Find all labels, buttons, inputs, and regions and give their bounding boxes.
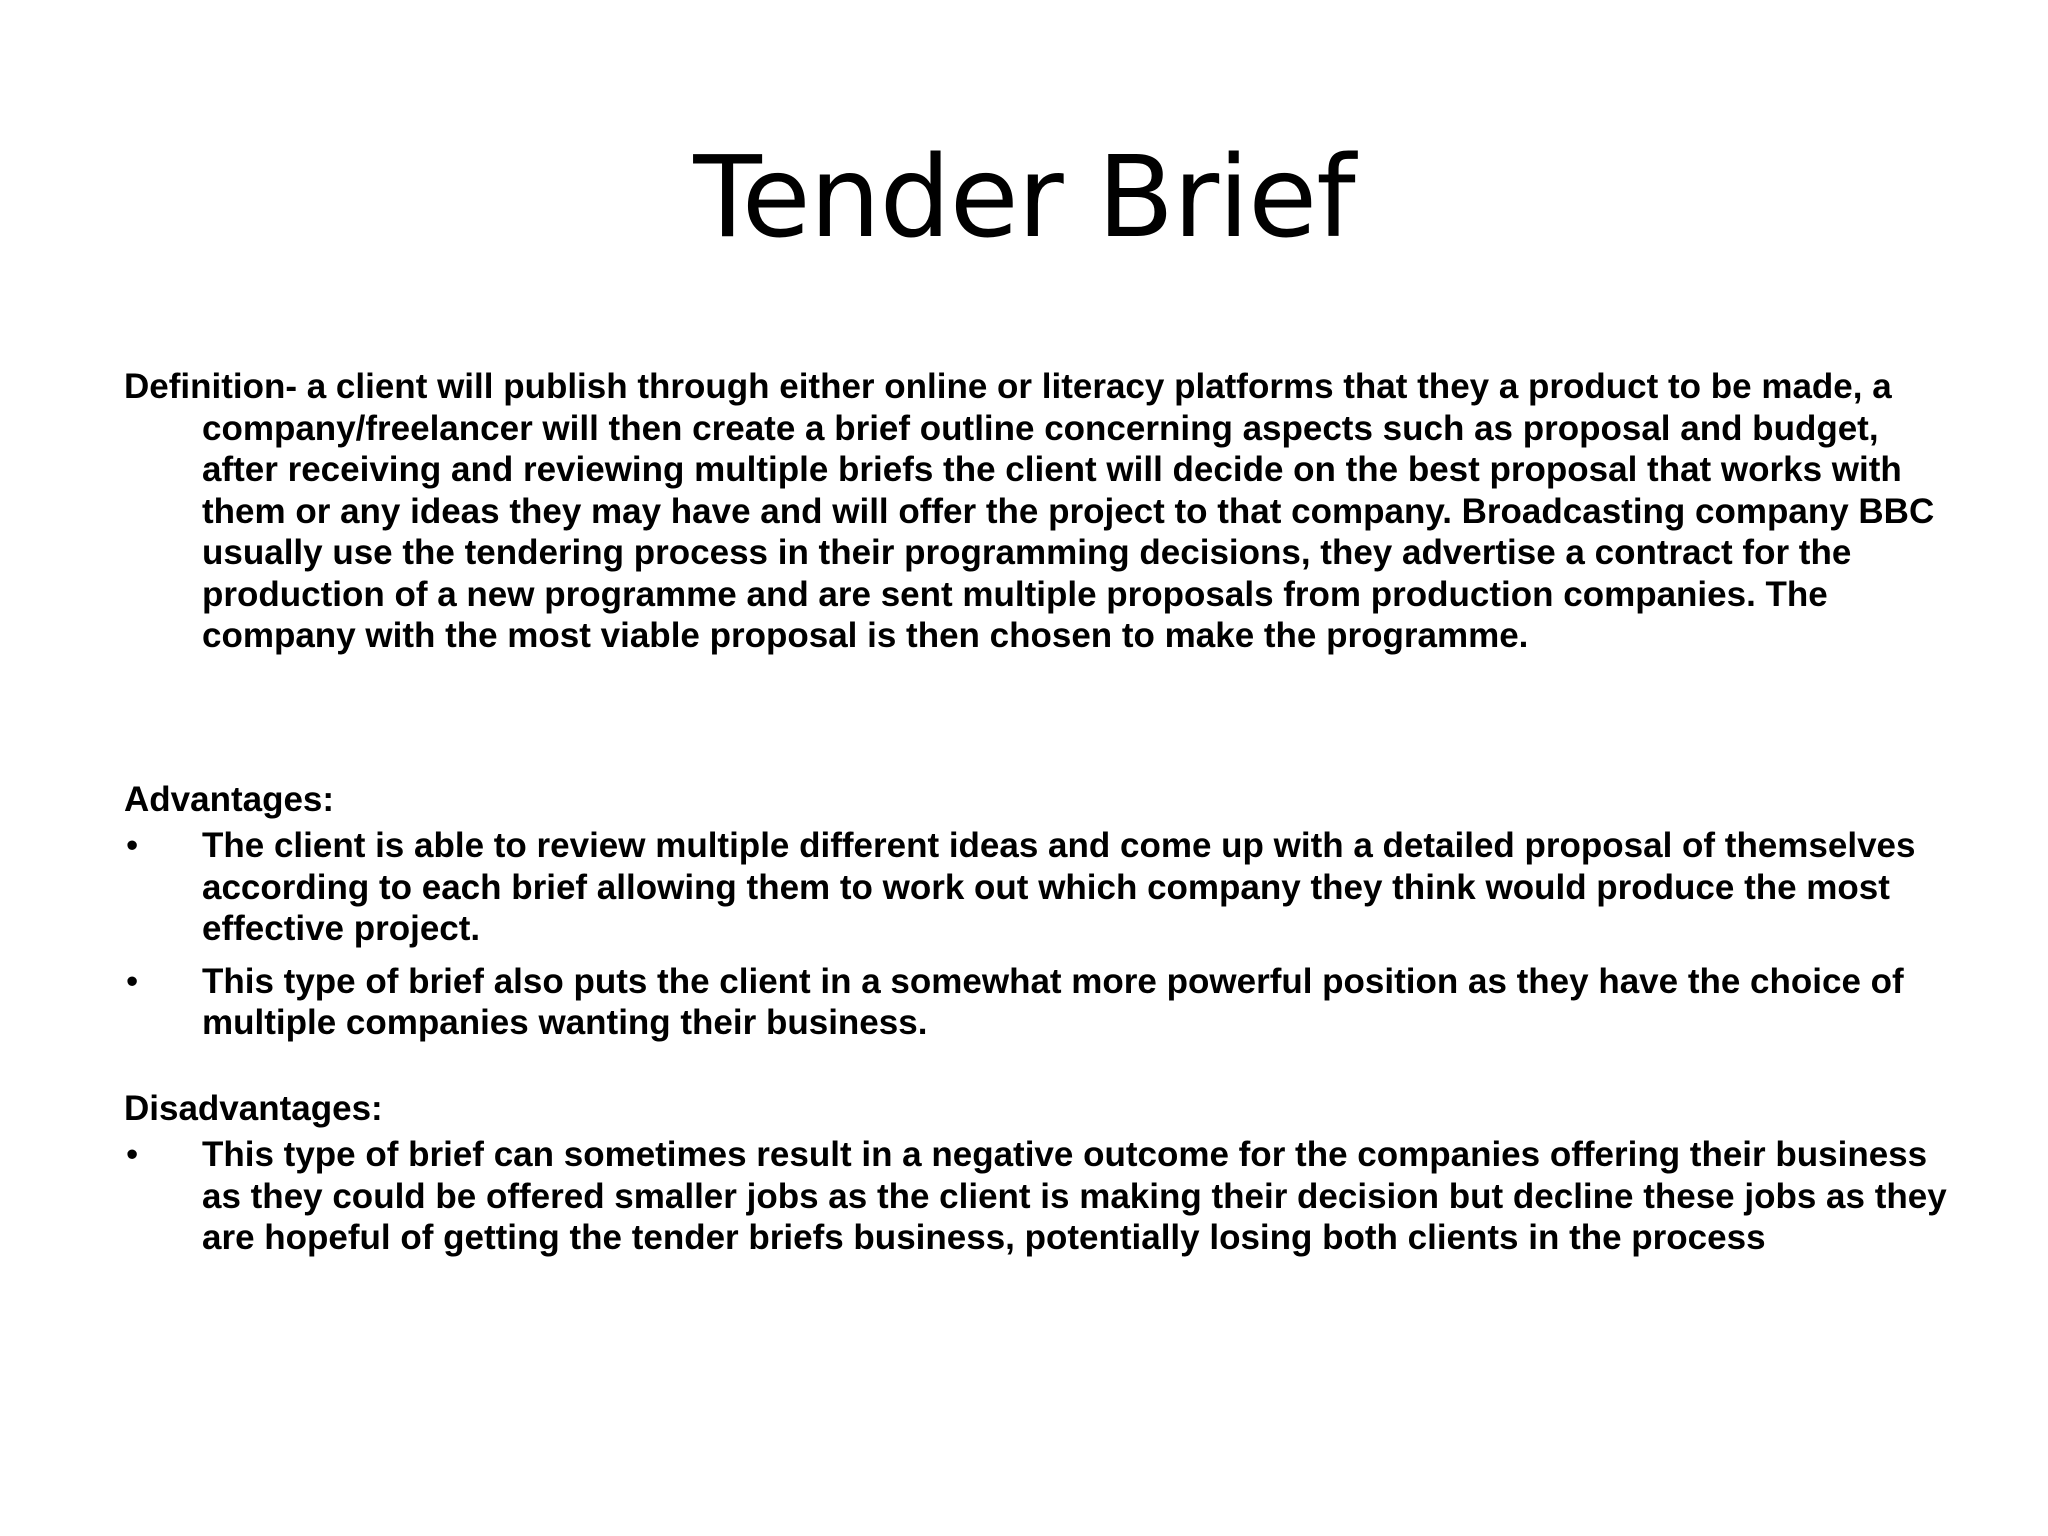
disadvantage-text: This type of brief can sometimes result in a negative outcome for the companies offering their business as they could be offered smaller jobs as the client is making their decision but decline these jobs as they are hopeful of getting the tender briefs business, potentially losing both clients in the process bbox=[202, 1135, 1947, 1257]
disadvantages-list bbox=[124, 1134, 1964, 1259]
bullet-icon: • bbox=[126, 1135, 139, 1174]
disadvantages-heading: Disadvantages: bbox=[124, 1088, 383, 1128]
slide-title: Tender Brief bbox=[693, 133, 1355, 263]
bullet-icon: • bbox=[126, 961, 139, 1001]
definition-paragraph: Definition- a client will publish through either online or literacy platforms that they a product to be made, a company/freelancer will then create a brief outline concerning aspects such as proposal and budget, after receiving and reviewing multiple briefs the client will decide on the best proposal that works with them or any ideas they may have and will offer the project to that company. Broadcasting company BBC usually use the tendering process in their programming decisions, they advertise a contract for the production of a new programme and are sent multiple proposals from production companies. The company with the most viable proposal is then chosen to make the programme. bbox=[124, 367, 1935, 655]
disadvantage-item bbox=[124, 1134, 1964, 1259]
advantage-text: This type of brief also puts the client in a somewhat more powerful position as they have the choice of multiple companies wanting their business. bbox=[202, 961, 1904, 1042]
advantage-text: The client is able to review multiple different ideas and come up with a detailed proposal of themselves according to each brief allowing them to work out which company they think would produce the most effective project. bbox=[202, 826, 1916, 948]
slide-body bbox=[124, 366, 1964, 1270]
advantages-list bbox=[124, 825, 1964, 1044]
advantage-item bbox=[124, 961, 1964, 1044]
advantage-item bbox=[124, 825, 1964, 950]
advantages-heading: Advantages: bbox=[124, 779, 335, 819]
bullet-icon: • bbox=[126, 826, 139, 865]
